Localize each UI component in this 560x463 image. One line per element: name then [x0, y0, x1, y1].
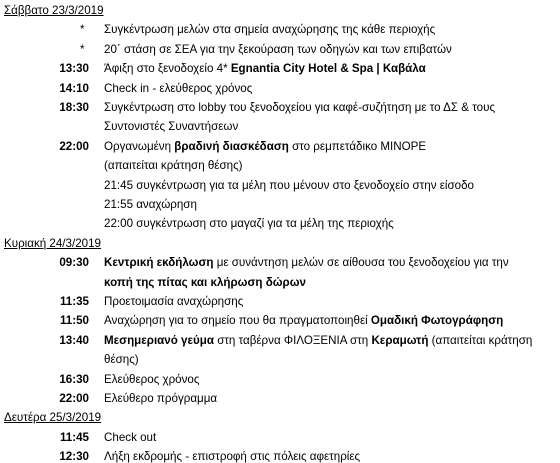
event-highlight: Ομαδική Φωτογράφηση — [370, 314, 504, 327]
event-time: 09:30 — [59, 256, 89, 269]
event-time: 22:00 — [59, 140, 89, 153]
event-time: 11:50 — [59, 314, 89, 327]
event-time: 14:10 — [59, 82, 89, 95]
event-text: Άφιξη στο ξενοδοχείο 4* — [104, 62, 231, 75]
event-description-line — [104, 82, 252, 95]
bullet-marker: * — [80, 43, 85, 56]
event-text: στο ρεμπετάδικο ΜΙΝΟΡΕ — [288, 140, 427, 153]
event-time: 13:40 — [59, 334, 89, 347]
event-text: 21:45 συγκέντρωση για τα μέλη που μένουν στο ξενοδοχείο στην είσοδο — [104, 179, 474, 192]
event-description-line — [104, 62, 426, 75]
event-description-line — [104, 43, 452, 56]
event-description-line — [104, 159, 243, 172]
event-time: 13:30 — [59, 62, 89, 75]
event-text: 21:55 αναχώρηση — [104, 198, 197, 211]
event-description-line — [104, 23, 435, 36]
event-time: 11:45 — [59, 431, 89, 444]
event-text: Ελεύθερος χρόνος — [104, 373, 200, 386]
event-text: Προετοιμασία αναχώρησης — [104, 295, 244, 308]
event-text: Check in - ελεύθερος χρόνος — [104, 82, 253, 95]
event-text: (απαιτείται κράτηση θέσης) — [104, 159, 243, 172]
bullet-marker: * — [80, 23, 85, 36]
event-time: 11:35 — [59, 295, 89, 308]
event-highlight: Μεσημεριανό γεύμα — [104, 334, 214, 347]
event-text: Λήξη εκδρομής - επιστροφή στις πόλεις αφετηρίες — [104, 450, 361, 463]
event-text: Check out — [104, 431, 157, 444]
event-description-line — [104, 120, 238, 133]
event-description-line — [104, 295, 243, 308]
event-description-line — [104, 392, 217, 405]
event-text: Αναχώρηση για το σημείο που θα πραγματοποιηθεί — [104, 314, 371, 327]
event-description-line — [104, 256, 509, 269]
event-highlight: Κεντρική εκδήλωση — [104, 256, 214, 269]
event-description-line — [104, 334, 532, 347]
event-highlight: κοπή της πίτας και κλήρωση δώρων — [104, 276, 306, 289]
event-text: θέσης) — [104, 353, 139, 366]
event-text: Συγκέντρωση μελών στα σημεία αναχώρησης της κάθε περιοχής — [104, 23, 436, 36]
event-text: Οργανωμένη — [104, 140, 175, 153]
event-description-line — [104, 217, 394, 230]
day-heading: Δευτέρα 25/3/2019 — [4, 411, 102, 424]
event-highlight: βραδινή διασκέδαση — [174, 140, 289, 153]
event-time: 16:30 — [59, 373, 89, 386]
event-text: Συγκέντρωση στο lobby του ξενοδοχείου για καφέ-συζήτηση με το ΔΣ & τους — [104, 101, 496, 114]
event-description-line — [104, 198, 197, 211]
event-highlight: Egnantia City Hotel & Spa | Καβάλα — [230, 62, 426, 75]
event-highlight: Κεραμωτή — [371, 334, 429, 347]
event-description-line — [104, 450, 360, 463]
event-description-line — [104, 101, 495, 114]
event-time: 22:00 — [59, 392, 89, 405]
event-text: στη ταβέρνα ΦΙΛΟΞΕΝΙΑ στη — [213, 334, 372, 347]
day-heading: Κυριακή 24/3/2019 — [4, 237, 101, 250]
event-description-line — [104, 140, 426, 153]
event-text: Συντονιστές Συναντήσεων — [104, 120, 239, 133]
event-time: 12:30 — [59, 450, 89, 463]
event-text: Ελεύθερο πρόγραμμα — [104, 392, 218, 405]
event-description-line — [104, 431, 156, 444]
event-description-line — [104, 314, 503, 327]
event-description-line — [104, 179, 474, 192]
event-description-line — [104, 373, 199, 386]
event-text: με συνάντηση μελών σε αίθουσα του ξενοδοχείου για την — [213, 256, 509, 269]
event-description-line — [104, 276, 306, 289]
event-description-line — [104, 353, 139, 366]
event-text: (απαιτείται κράτηση — [428, 334, 533, 347]
day-heading: Σάββατο 23/3/2019 — [4, 4, 104, 17]
event-text: 22:00 συγκέντρωση στο μαγαζί για τα μέλη της περιοχής — [104, 217, 394, 230]
event-text: 20΄ στάση σε ΣΕΑ για την ξεκούραση των οδηγών και των επιβατών — [104, 43, 452, 56]
event-time: 18:30 — [59, 101, 89, 114]
